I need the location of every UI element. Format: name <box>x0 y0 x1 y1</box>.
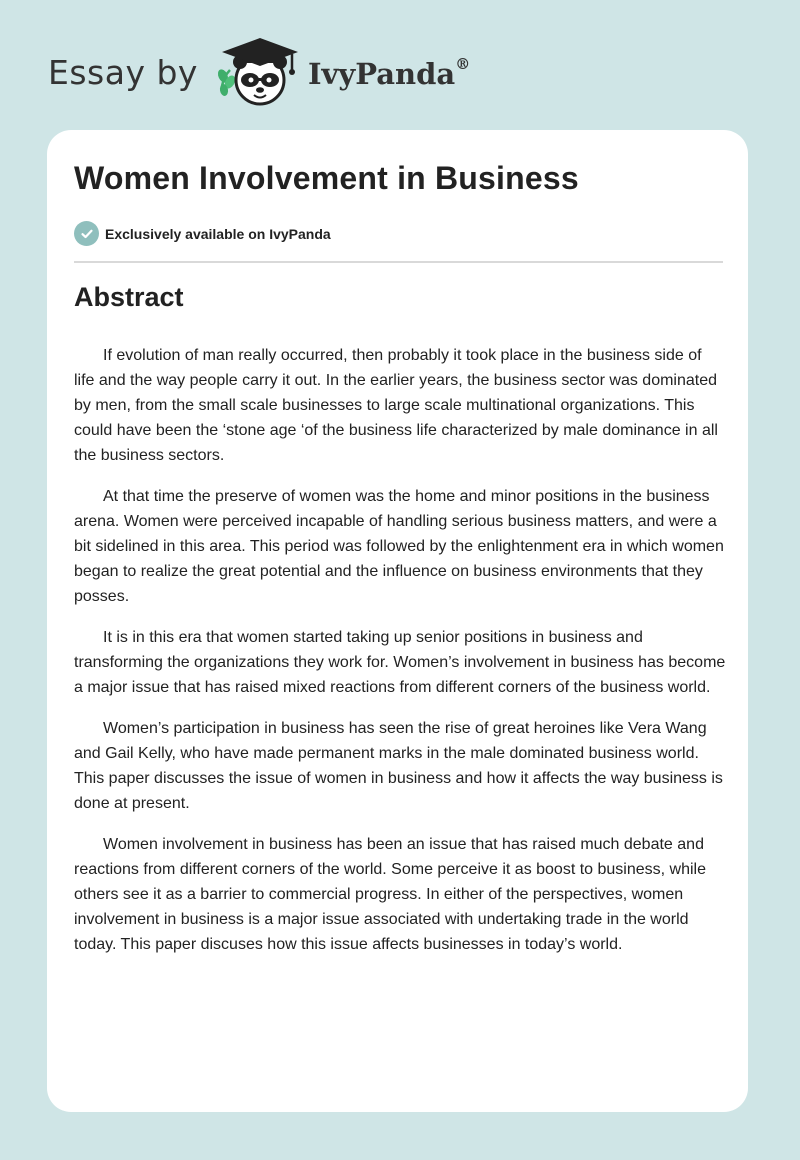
section-heading: Abstract <box>74 282 184 312</box>
brand-prefix: Essay by <box>48 52 198 92</box>
paragraph: Women involvement in business has been an issue that has raised much debate and reactions from different corners of the world. Some perceive it as boost to business, while others see it as a barrier to commercial progress. In either of the perspectives, women involvement in business is a major issue associated with undertaking trade in the world today. This paper discuses how this issue affects businesses in today’s world. <box>74 836 707 953</box>
paragraph: Women’s participation in business has seen the rise of great heroines like Vera Wang and Gail Kelly, who have made permanent marks in the male dominated business world. This paper discusses the issue of women in business and how it affects the way business is done at present. <box>74 720 723 812</box>
check-circle-icon <box>74 221 99 246</box>
brand-name <box>308 57 470 91</box>
page-title: Women Involvement in Business <box>74 160 579 196</box>
paragraph: At that time the preserve of women was the home and minor positions in the business arena. Women were perceived incapable of handling serious business matters, and were a bit sidelined in this area. This period was followed by the enlightenment era in which women began to realize the great potential and the influence on business environments that they posses. <box>74 488 724 605</box>
registered-mark: ® <box>455 55 471 74</box>
badge-label: Exclusively available on IvyPanda <box>105 225 331 242</box>
brand-name-text: IvyPanda <box>307 57 456 91</box>
divider <box>74 261 723 263</box>
paragraph: If evolution of man really occurred, then probably it took place in the business side of life and the way people carry it out. In the earlier years, the business sector was dominated by men, from the small scale businesses to large scale multinational organizations. This could have been the ‘stone age ‘of the business life characterized by male dominance in all the business sectors. <box>74 347 718 464</box>
essay-card <box>47 130 748 1112</box>
panda-graduation-cap-icon <box>214 36 306 108</box>
essay-body <box>74 343 726 973</box>
paragraph: It is in this era that women started taking up senior positions in business and transforming the organizations they work for. Women’s involvement in business has become a major issue that has raised mixed reactions from different corners of the business world. <box>74 629 726 696</box>
brand-logo[interactable] <box>48 36 470 108</box>
exclusive-badge <box>74 221 331 246</box>
